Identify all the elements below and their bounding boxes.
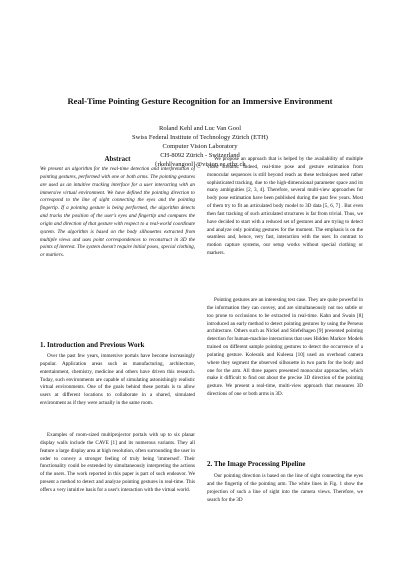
authors: Roland Kehl and Luc Van Gool <box>158 125 242 132</box>
section-1-paragraph-2: Examples of room-sized multiprojector portals with up to six planar display walls include the CAVE [1] and its numerous variants. They all feature a large display area at high resolution, often surrounding the user in order to convey a stronger feeling of truly being 'immersed'. Their functionality could be extended by simultaneously interpreting the actions of the users. The work reported in this paper is part of such endeavor. We present a method to detect and analyze pointing gestures in real-time. This offers a very intuitive basis for a user's interaction with the virtual world. <box>40 432 195 493</box>
abstract-text: We present an algorithm for the real-time detection and interpretation of pointing gestures, performed with one or both arms. The pointing gestures are used as an intuitive tracking interface for a user interacting with an immersive virtual environment. We have defined the pointing direction to correspond to the line of sight connecting the eyes and the pointing fingertip. If a pointing gesture is being performed, the algorithm detects and tracks the position of the user's eyes and fingertip and computes the origin and direction of that gesture with respect to a real-world coordinate system. The algorithm is based on the body silhouettes extracted from multiple views and uses point correspondences to reconstruct in 3D the points of interest. The system doesn't require initial poses, special clothing, or markers. <box>40 166 195 259</box>
paper-title: Real-Time Pointing Gesture Recognition for an Immersive Environment <box>67 96 333 106</box>
affiliation-lab: Computer Vision Laboratory <box>162 143 238 151</box>
section-2-heading: 2. The Image Processing Pipeline <box>207 460 306 468</box>
author-email: {rkehl|vangool}@vision.ee.ethz.ch <box>154 161 246 169</box>
abstract-heading: Abstract <box>104 155 131 163</box>
right-column-paragraph-2: Pointing gestures are an interesting test case. They are quite powerful in the information they can convey, and are simultaneously not too subtle or too prone to occlusions to be extracted in real-time. Kahn and Swain [8] introduced an early method to detect pointing gestures by using the Perseus architecture. Others such as Nickel and Stiefelhagen [9] presented pointing detection for human-machine interactions that uses Hidden Markov Models trained on different sample pointing gestures to detect the occurrence of a pointing gesture. Kolesnik and Kuleesa [10] used an overhead camera where they segment the observed silhouette in two parts for the body and one for the arm. All three papers presented monocular approaches, which make it difficult to find out about the precise 3D direction of the pointing gesture. We present a real-time, multi-view approach that measures 3D directions of one or both arms in 3D. <box>207 297 363 398</box>
section-2-paragraph-1: Our pointing direction is based on the line of sight connecting the eyes and the fingertip of the pointing arm. The white lines in Fig. 1 show the projection of such a line of sight into the camera views. Therefore, we search for the 3D <box>207 473 363 503</box>
section-1-paragraph-1: Over the past few years, immersive portals have become increasingly popular. Application areas such as manufacturing, architecture, entertainment, chemistry, medicine and others have driven this research. Today, such environments are capable of simulating astonishingly realistic virtual environments. One of the goals behind these portals is to allow users at different locations to collaborate in a shared, simulated environment as if they were actually in the same room. <box>40 353 195 407</box>
affiliation-address: CH-8092 Zürich - Switzerland <box>160 152 240 160</box>
right-column-paragraph-1: We propose an approach that is helped by the availability of multiple video streams. Indeed, real-time pose and gesture estimation from monocular sequences is still beyond reach as these techniques need rather sophisticated tracking, due to the high-dimensional parameter space and its many ambiguities [2, 3, 4]. Therefore, several multi-view approaches for body pose estimation have been published during the past few years. Most of them try to fit an articulated body model to 3D data [5, 6, 7] . But even then fast tracking of such articulated structures is far from trivial. Thus, we have decided to start with a reduced set of gestures and are trying to detect and analyze only pointing gestures for the moment. The emphasis is on the seamless and, hence, very fast, interaction with the user. In contrast to motion capture systems, our setup works without special clothing or markers. <box>207 156 363 257</box>
section-1-heading: 1. Introduction and Previous Work <box>40 341 145 349</box>
affiliation-institute: Swiss Federal Institute of Technology Zürich (ETH) <box>132 134 268 142</box>
